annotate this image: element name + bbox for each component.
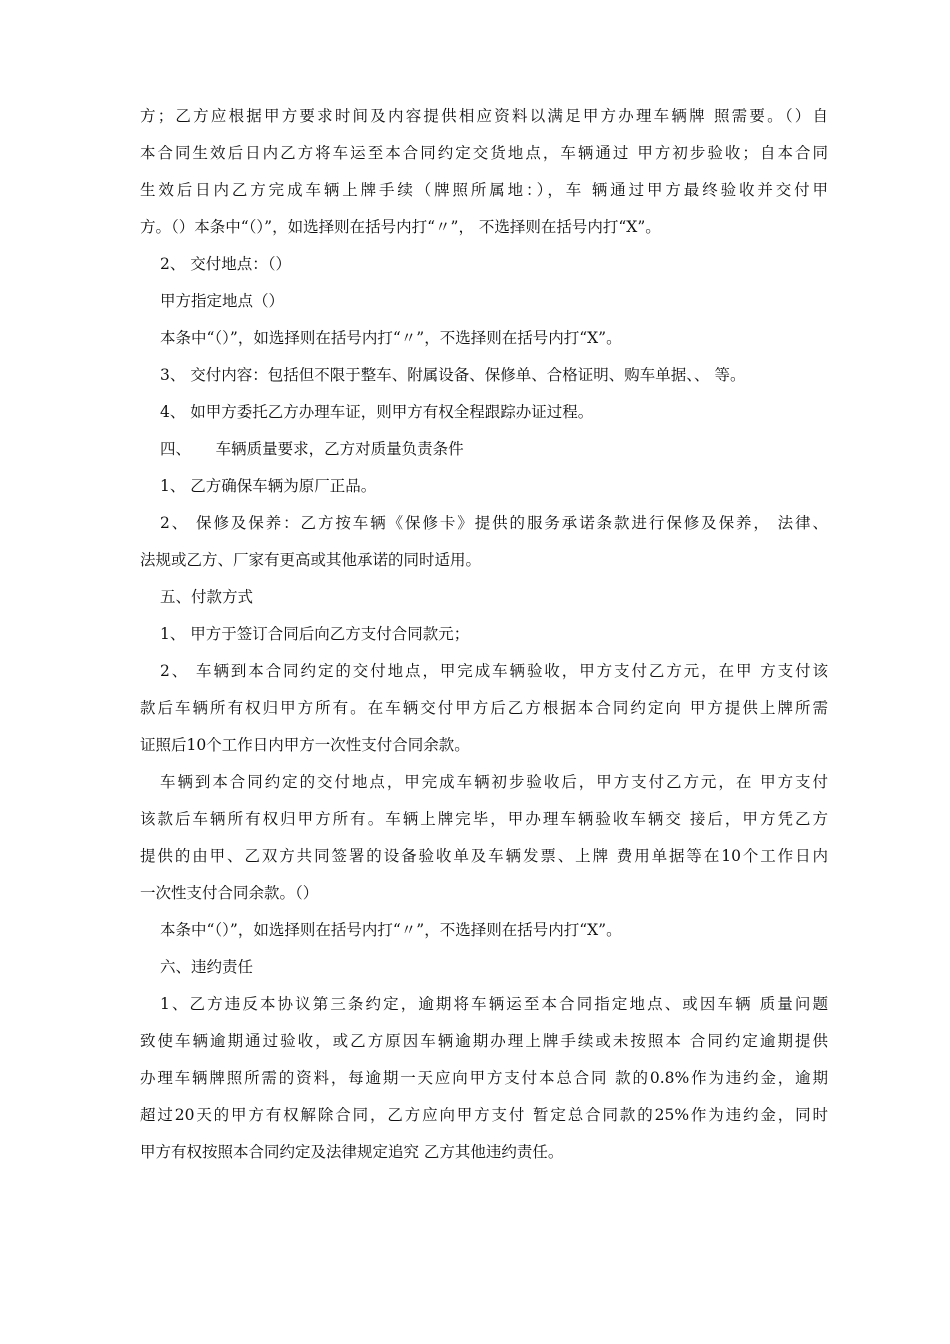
paragraph-line: 提供的由甲、乙双方共同签署的设备验收单及车辆发票、上牌 费用单据等在10个工作日内 [140,847,828,865]
paragraph-line: 甲方指定地点（） [160,292,285,310]
paragraph-line: 生效后日内乙方完成车辆上牌手续（牌照所属地：），车 辆通过甲方最终验收并交付甲 [140,181,828,199]
paragraph-line: 办理车辆牌照所需的资料，每逾期一天应向甲方支付本总合同 款的0.8%作为违约金，逾期 [140,1069,828,1087]
paragraph-line: 甲方有权按照本合同约定及法律规定追究 乙方其他违约责任。 [140,1143,564,1161]
paragraph-line: 1、乙方违反本协议第三条约定，逾期将车辆运至本合同指定地点、或因车辆 质量问题 [160,995,828,1013]
paragraph-line: 1、 乙方确保车辆为原厂正品。 [160,477,377,495]
paragraph-line: 致使车辆逾期通过验收，或乙方原因车辆逾期办理上牌手续或未按照本 合同约定逾期提供 [140,1032,828,1050]
paragraph-line: 1、 甲方于签订合同后向乙方支付合同款元； [160,625,470,643]
paragraph-line: 一次性支付合同余款。（） [140,884,319,902]
paragraph-line: 款后车辆所有权归甲方所有。在车辆交付甲方后乙方根据本合同约定向 甲方提供上牌所需 [140,699,828,717]
paragraph-line: 2、 保修及保养：乙方按车辆《保修卡》提供的服务承诺条款进行保修及保养， 法律、 [160,514,828,532]
paragraph-line: 四、 车辆质量要求，乙方对质量负责条件 [160,440,464,458]
paragraph-line: 2、 交付地点：（） [160,255,292,273]
paragraph-line: 2、 车辆到本合同约定的交付地点，甲完成车辆验收，甲方支付乙方元，在甲 方支付该 [160,662,828,680]
paragraph-line: 六、违约责任 [160,958,254,976]
paragraph-line: 4、 如甲方委托乙方办理车证，则甲方有权全程跟踪办证过程。 [160,403,594,421]
paragraph-line: 本合同生效后日内乙方将车运至本合同约定交货地点，车辆通过 甲方初步验收；自本合同 [140,144,828,162]
paragraph-line: 五、付款方式 [160,588,254,606]
paragraph-line: 方；乙方应根据甲方要求时间及内容提供相应资料以满足甲方办理车辆牌 照需要。（）自 [140,107,828,125]
paragraph-line: 方。（）本条中“（）”，如选择则在括号内打“〃”， 不选择则在括号内打“X”。 [140,218,661,236]
paragraph-line: 法规或乙方、厂家有更高或其他承诺的同时适用。 [140,551,482,569]
paragraph-line: 3、 交付内容：包括但不限于整车、附属设备、保修单、合格证明、购车单据、、 等。 [160,366,746,384]
paragraph-line: 车辆到本合同约定的交付地点，甲完成车辆初步验收后，甲方支付乙方元，在 甲方支付 [160,773,828,791]
paragraph-line: 该款后车辆所有权归甲方所有。车辆上牌完毕，甲办理车辆验收车辆交 接后，甲方凭乙方 [140,810,828,828]
paragraph-line: 超过20天的甲方有权解除合同，乙方应向甲方支付 暂定总合同款的25%作为违约金，同时 [140,1106,828,1124]
paragraph-line: 本条中“（）”，如选择则在括号内打“〃”，不选择则在括号内打“X”。 [160,329,622,347]
document-body [140,98,828,1171]
paragraph-line: 本条中“（）”，如选择则在括号内打“〃”，不选择则在括号内打“X”。 [160,921,622,939]
paragraph-line: 证照后10个工作日内甲方一次性支付合同余款。 [140,736,470,754]
